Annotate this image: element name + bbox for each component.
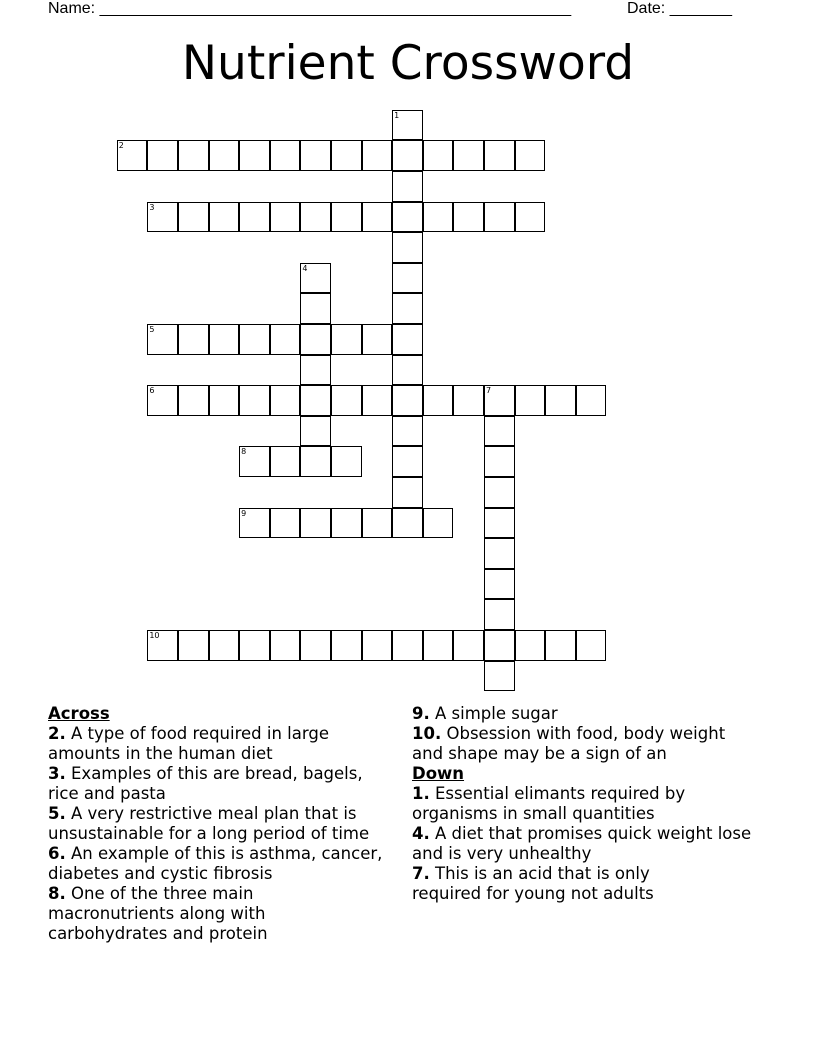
crossword-cell[interactable] xyxy=(392,508,423,539)
crossword-cell[interactable] xyxy=(331,202,362,233)
crossword-cell[interactable] xyxy=(392,232,423,263)
crossword-cell[interactable] xyxy=(270,446,301,477)
crossword-cell[interactable] xyxy=(423,140,454,171)
clue-number: 3 xyxy=(149,202,155,212)
crossword-cell[interactable] xyxy=(300,508,331,539)
crossword-cell[interactable] xyxy=(270,630,301,661)
crossword-cell[interactable] xyxy=(331,508,362,539)
date-label: Date: xyxy=(627,0,666,17)
crossword-cell[interactable] xyxy=(484,446,515,477)
clue-number: 6 xyxy=(149,386,155,396)
crossword-cell[interactable] xyxy=(545,385,576,416)
crossword-cell[interactable] xyxy=(484,385,515,416)
clue-across-10: 10. Obsession with food, body weight and shape may be a sign of an xyxy=(412,724,726,763)
crossword-cell[interactable] xyxy=(362,508,393,539)
crossword-cell[interactable] xyxy=(147,140,178,171)
crossword-cell[interactable] xyxy=(392,140,423,171)
crossword-cell[interactable] xyxy=(423,508,454,539)
crossword-cell[interactable] xyxy=(178,140,209,171)
crossword-cell[interactable] xyxy=(239,446,270,477)
crossword-cell[interactable] xyxy=(331,630,362,661)
crossword-cell[interactable] xyxy=(300,630,331,661)
clue-number: 2 xyxy=(118,141,124,151)
crossword-cell[interactable] xyxy=(209,385,240,416)
crossword-cell[interactable] xyxy=(362,630,393,661)
crossword-cell[interactable] xyxy=(423,630,454,661)
crossword-cell[interactable] xyxy=(300,355,331,386)
clue-across-6: 6. An example of this is asthma, cancer, diabetes and cystic fibrosis xyxy=(48,844,383,883)
crossword-cell[interactable] xyxy=(270,202,301,233)
crossword-cell[interactable] xyxy=(270,140,301,171)
crossword-cell[interactable] xyxy=(209,324,240,355)
crossword-cell[interactable] xyxy=(300,446,331,477)
clue-number: 7 xyxy=(485,386,492,396)
crossword-cell[interactable] xyxy=(147,630,178,661)
clue-down-4: 4. A diet that promises quick weight lose and is very unhealthy xyxy=(412,824,752,863)
crossword-cell[interactable] xyxy=(392,630,423,661)
crossword-cell[interactable] xyxy=(453,140,484,171)
crossword-cell[interactable] xyxy=(362,202,393,233)
clue-down-7: 7. This is an acid that is only required for young not adults xyxy=(412,864,654,903)
crossword-cell[interactable] xyxy=(362,385,393,416)
crossword-cell[interactable] xyxy=(392,355,423,386)
crossword-cell[interactable] xyxy=(392,263,423,294)
crossword-cell[interactable] xyxy=(300,140,331,171)
crossword-cell[interactable] xyxy=(270,508,301,539)
crossword-cell[interactable] xyxy=(484,477,515,508)
crossword-cell[interactable] xyxy=(300,263,331,294)
crossword-cell[interactable] xyxy=(392,293,423,324)
crossword-cell[interactable] xyxy=(209,630,240,661)
crossword-cell[interactable] xyxy=(484,140,515,171)
crossword-cell[interactable] xyxy=(300,385,331,416)
date-field[interactable] xyxy=(627,0,732,18)
crossword-cell[interactable] xyxy=(209,140,240,171)
clue-across-2: 2. A type of food required in large amounts in the human diet xyxy=(48,724,329,763)
crossword-cell[interactable] xyxy=(331,385,362,416)
crossword-cell[interactable] xyxy=(178,202,209,233)
crossword-cell[interactable] xyxy=(484,202,515,233)
crossword-cell[interactable] xyxy=(392,446,423,477)
crossword-cell[interactable] xyxy=(300,293,331,324)
crossword-cell[interactable] xyxy=(392,110,423,141)
across-clues xyxy=(48,704,398,944)
crossword-cell[interactable] xyxy=(270,385,301,416)
crossword-cell[interactable] xyxy=(576,385,607,416)
crossword-cell[interactable] xyxy=(392,416,423,447)
clue-number: 1 xyxy=(394,110,400,120)
crossword-cell[interactable] xyxy=(270,324,301,355)
crossword-cell[interactable] xyxy=(484,416,515,447)
crossword-cell[interactable] xyxy=(515,385,546,416)
down-heading: Down xyxy=(412,764,465,783)
crossword-cell[interactable] xyxy=(239,508,270,539)
crossword-cell[interactable] xyxy=(147,202,178,233)
clue-number: 10 xyxy=(149,630,160,640)
crossword-cell[interactable] xyxy=(178,385,209,416)
crossword-cell[interactable] xyxy=(484,508,515,539)
crossword-cell[interactable] xyxy=(484,661,515,692)
clue-across-8: 8. One of the three main macronutrients along with carbohydrates and protein xyxy=(48,884,268,943)
crossword-cell[interactable] xyxy=(392,171,423,202)
crossword-cell[interactable] xyxy=(178,630,209,661)
crossword-cell[interactable] xyxy=(209,202,240,233)
crossword-cell[interactable] xyxy=(453,630,484,661)
crossword-cell[interactable] xyxy=(484,630,515,661)
crossword-cell[interactable] xyxy=(331,140,362,171)
crossword-cell[interactable] xyxy=(300,324,331,355)
crossword-cell[interactable] xyxy=(423,385,454,416)
crossword-cell[interactable] xyxy=(362,140,393,171)
crossword-cell[interactable] xyxy=(423,202,454,233)
crossword-cell[interactable] xyxy=(239,630,270,661)
clue-number: 8 xyxy=(241,447,247,457)
crossword-cell[interactable] xyxy=(515,140,546,171)
crossword-cell[interactable] xyxy=(239,324,270,355)
crossword-cell[interactable] xyxy=(362,324,393,355)
name-line: _____________________________________________________ xyxy=(99,0,572,17)
crossword-cell[interactable] xyxy=(484,569,515,600)
date-line: _______ xyxy=(669,0,732,17)
crossword-cell[interactable] xyxy=(392,202,423,233)
name-label: Name: xyxy=(48,0,96,17)
crossword-cell[interactable] xyxy=(484,599,515,630)
clue-down-1: 1. Essential elimants required by organisms in small quantities xyxy=(412,784,686,823)
crossword-cell[interactable] xyxy=(392,324,423,355)
crossword-cell[interactable] xyxy=(331,446,362,477)
crossword-cell[interactable] xyxy=(239,202,270,233)
clue-number: 5 xyxy=(149,324,155,334)
crossword-cell[interactable] xyxy=(453,202,484,233)
crossword-cell[interactable] xyxy=(484,538,515,569)
crossword-cell[interactable] xyxy=(300,202,331,233)
crossword-cell[interactable] xyxy=(453,385,484,416)
crossword-cell[interactable] xyxy=(331,324,362,355)
crossword-cell[interactable] xyxy=(239,385,270,416)
crossword-cell[interactable] xyxy=(392,385,423,416)
crossword-cell[interactable] xyxy=(576,630,607,661)
crossword-cell[interactable] xyxy=(515,630,546,661)
name-field[interactable] xyxy=(48,0,571,18)
crossword-cell[interactable] xyxy=(147,385,178,416)
crossword-cell[interactable] xyxy=(239,140,270,171)
clue-number: 9 xyxy=(241,508,247,518)
crossword-cell[interactable] xyxy=(117,140,148,171)
crossword-cell[interactable] xyxy=(392,477,423,508)
more-clues xyxy=(412,704,757,904)
clue-across-9: 9. A simple sugar xyxy=(412,704,558,723)
page-title: Nutrient Crossword xyxy=(181,36,635,91)
crossword-cell[interactable] xyxy=(178,324,209,355)
clue-across-5: 5. A very restrictive meal plan that is unsustainable for a long period of time xyxy=(48,804,370,843)
clue-number: 4 xyxy=(302,263,308,273)
across-heading: Across xyxy=(48,704,110,723)
clue-across-3: 3. Examples of this are bread, bagels, rice and pasta xyxy=(48,764,363,803)
crossword-cell[interactable] xyxy=(147,324,178,355)
crossword-cell[interactable] xyxy=(300,416,331,447)
crossword-cell[interactable] xyxy=(545,630,576,661)
crossword-cell[interactable] xyxy=(515,202,546,233)
